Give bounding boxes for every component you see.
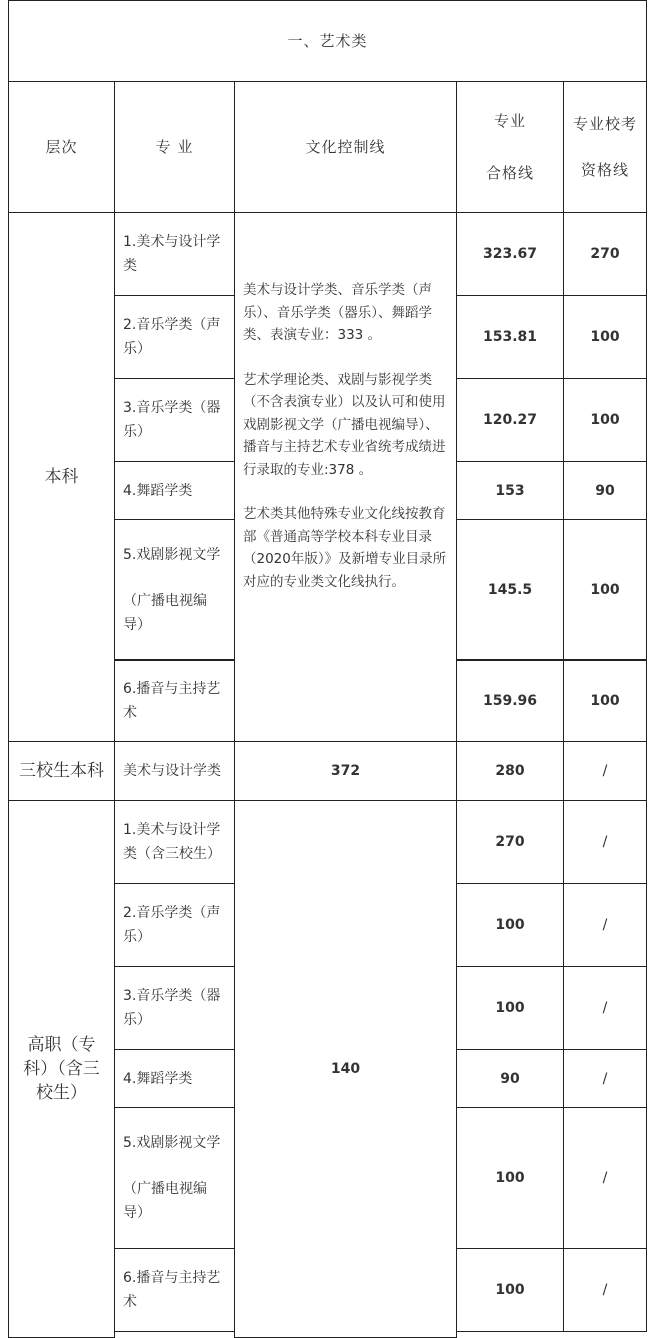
- table-row-major: 3.音乐学类（器乐）: [114, 378, 235, 462]
- table-row-school: 100: [563, 378, 647, 462]
- table-row-school: 90: [563, 461, 647, 520]
- header-major: 专 业: [114, 81, 235, 213]
- three-school-culture-line: 372: [234, 741, 457, 801]
- table-row-school: 100: [563, 295, 647, 379]
- major-name-part-2: （广播电视编导）: [123, 1181, 207, 1221]
- table-row-school: /: [563, 1107, 647, 1249]
- table-row-major: 3.音乐学类（器乐）: [114, 966, 235, 1050]
- table-row-major: 6.播音与主持艺术: [114, 1248, 235, 1332]
- culture-line-text-1: 美术与设计学类、音乐学类（声乐）、音乐学类（器乐）、舞蹈学类、表演专业：333 。: [243, 282, 432, 343]
- table-row-school: /: [563, 800, 647, 884]
- level-undergrad: 本科: [8, 212, 115, 742]
- level-three-school: 三校生本科: [8, 741, 115, 801]
- major-name-part-1: 5.戏剧影视文学: [123, 1135, 221, 1151]
- header-pro-pass-line-2: 合格线: [485, 164, 534, 182]
- table-row-major: 1.美术与设计学类（含三校生）: [114, 800, 235, 884]
- table-row-school: /: [563, 966, 647, 1050]
- table-row-pro: 280: [456, 741, 564, 801]
- level-vocational: 高职（专科）（含三校生）: [8, 800, 115, 1338]
- table-row-major: 4.舞蹈学类: [114, 1049, 235, 1108]
- header-pro-pass-line: [456, 81, 564, 213]
- table-row-school: /: [563, 741, 647, 801]
- header-level: 层次: [8, 81, 115, 213]
- table-row-major: 4.舞蹈学类: [114, 461, 235, 520]
- table-row-pro: 153.81: [456, 295, 564, 379]
- table-row-pro: 100: [456, 883, 564, 967]
- table-row-major: [114, 1107, 235, 1249]
- table-title: 一、艺术类: [8, 0, 647, 82]
- major-name-part-2: （广播电视编导）: [123, 592, 207, 633]
- header-school-exam-line-1: 专业校考: [572, 115, 637, 133]
- admission-table: [8, 0, 647, 1338]
- table-row-school: 100: [563, 519, 647, 660]
- table-row-pro: 270: [456, 800, 564, 884]
- table-row-school: /: [563, 1049, 647, 1108]
- header-school-exam-line: [563, 81, 647, 213]
- table-row-major: 2.音乐学类（声乐）: [114, 295, 235, 379]
- table-row-major: 2.音乐学类（声乐）: [114, 883, 235, 967]
- undergrad-culture-line: [234, 212, 457, 742]
- table-row-school: /: [563, 1248, 647, 1332]
- table-row-pro: 323.67: [456, 212, 564, 296]
- table-row-school: /: [563, 883, 647, 967]
- culture-line-text-3: 艺术类其他特殊专业文化线按教育部《普通高等学校本科专业目录（2020年版）》及新增专业目录所对应的专业类文化线执行。: [243, 506, 447, 590]
- table-row-major: 6.播音与主持艺术: [114, 659, 235, 742]
- major-name-part-1: 5.戏剧影视文学: [123, 546, 221, 563]
- table-row-major: 美术与设计学类: [114, 741, 235, 801]
- table-row-pro: 120.27: [456, 378, 564, 462]
- table-row-pro: 153: [456, 461, 564, 520]
- table-row-pro: 100: [456, 1248, 564, 1332]
- table-row-pro: 100: [456, 1107, 564, 1249]
- vocational-culture-line: 140: [234, 800, 457, 1338]
- table-row-pro: 159.96: [456, 659, 564, 742]
- table-row-major: [114, 519, 235, 660]
- culture-line-text-2: 艺术学理论类、戏剧与影视学类（不含表演专业）以及认可和使用戏剧影视文学（广播电视编导）、播音与主持艺术专业省统考成绩进行录取的专业:378 。: [243, 371, 446, 478]
- table-row-major: 1.美术与设计学类: [114, 212, 235, 296]
- table-row-school: 100: [563, 659, 647, 742]
- table-row-pro: 145.5: [456, 519, 564, 660]
- table-row-pro: 90: [456, 1049, 564, 1108]
- table-row-pro: 100: [456, 966, 564, 1050]
- header-school-exam-line-2: 资格线: [580, 161, 629, 179]
- table-row-school: 270: [563, 212, 647, 296]
- header-culture-line: 文化控制线: [234, 81, 457, 213]
- header-pro-pass-line-1: 专业: [493, 112, 526, 130]
